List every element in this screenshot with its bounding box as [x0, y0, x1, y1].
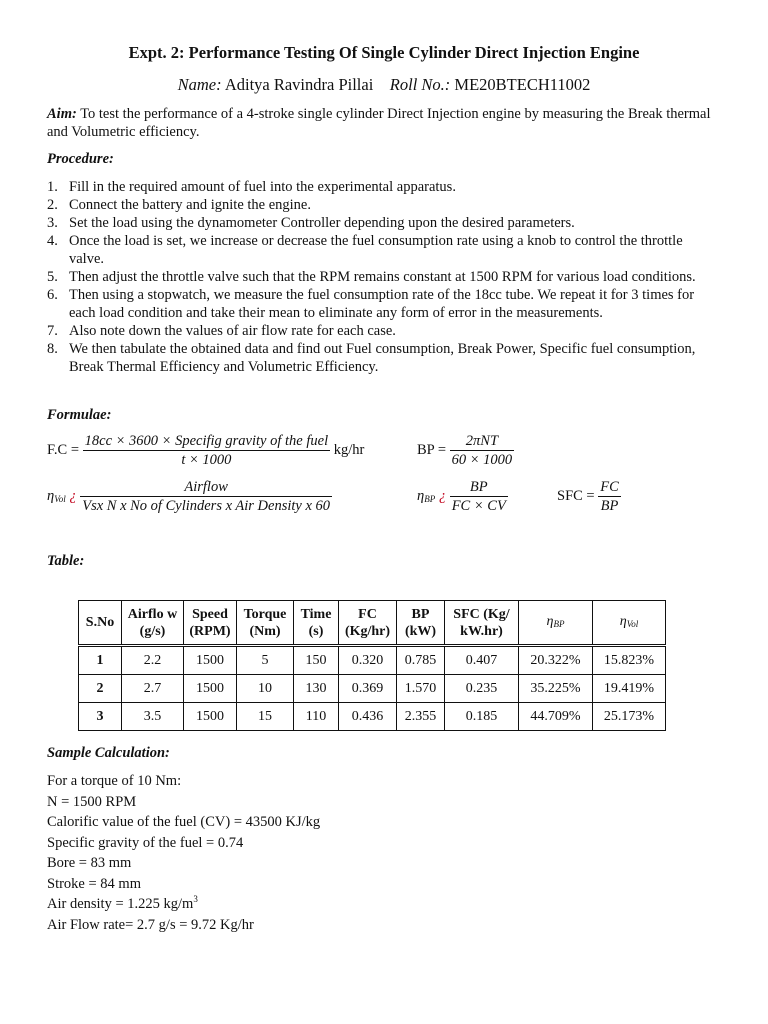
bte-fraction: [450, 479, 508, 514]
col-time: Time (s): [294, 601, 339, 646]
procedure-step-text: Connect the battery and ignite the engine.: [69, 197, 311, 213]
cell-sno: 2: [79, 675, 122, 703]
cell-airflow: 2.2: [122, 646, 184, 675]
calc-line: N = 1500 RPM: [47, 793, 137, 810]
procedure-list: [47, 178, 717, 376]
cell-torque: 5: [237, 646, 294, 675]
fc-fraction: [83, 433, 330, 468]
procedure-step-text: Set the load using the dynamometer Controller depending upon the desired parameters.: [69, 215, 575, 231]
cell-eta-bp: 44.709%: [519, 703, 593, 731]
col-fc: FC (Kg/hr): [339, 601, 397, 646]
calc-line: Calorific value of the fuel (CV) = 43500 KJ/kg: [47, 814, 321, 830]
col-speed: Speed (RPM): [184, 601, 237, 646]
table-header-row: [79, 601, 666, 646]
roll-label: Roll No.:: [389, 75, 451, 94]
sfc-lhs: SFC =: [557, 487, 595, 504]
equals-glyph: ¿: [69, 487, 77, 504]
procedure-step: 8. We then tabulate the obtained data and find out Fuel consumption, Break Power, Specific fuel consumption, Break Thermal Efficiency and Volumetric Efficiency.: [47, 341, 696, 375]
vol-eff-numerator: Airflow: [80, 479, 332, 497]
cell-fc: 0.320: [339, 646, 397, 675]
table-row: [79, 675, 666, 703]
results-table: [78, 600, 666, 731]
sfc-fraction: [598, 479, 621, 514]
cell-speed: 1500: [184, 675, 237, 703]
col-airflow: Airflo w (g/s): [122, 601, 184, 646]
bte-denominator: FC × CV: [451, 498, 506, 514]
procedure-step-text: Also note down the values of air flow rate for each case.: [69, 323, 396, 339]
procedure-heading: Procedure:: [47, 151, 114, 167]
col-bp: BP (kW): [397, 601, 445, 646]
cell-torque: 15: [237, 703, 294, 731]
bp-formula: [417, 433, 514, 468]
sfc-formula: [557, 479, 621, 514]
procedure-step-text: We then tabulate the obtained data and find out Fuel consumption, Break Power, Specific fuel consumption, Break Thermal Efficiency and Volumetric Efficiency.: [69, 341, 696, 375]
eta-subscript: BP: [553, 618, 565, 629]
procedure-step: 2. Connect the battery and ignite the engine.: [47, 197, 311, 213]
cell-airflow: 2.7: [122, 675, 184, 703]
fc-lhs: F.C =: [47, 441, 80, 458]
cell-sno: 3: [79, 703, 122, 731]
cell-airflow: 3.5: [122, 703, 184, 731]
equals-glyph: ¿: [438, 487, 447, 504]
eta-subscript: Vol: [626, 618, 639, 629]
cell-sfc: 0.407: [445, 646, 519, 675]
cell-eta-vol: 15.823%: [593, 646, 666, 675]
calc-line: For a torque of 10 Nm:: [47, 773, 182, 789]
cell-torque: 10: [237, 675, 294, 703]
procedure-step-text: Once the load is set, we increase or decrease the fuel consumption rate using a knob to control the throttle valve.: [69, 233, 683, 267]
fc-unit: kg/hr: [333, 441, 365, 458]
eta-symbol: η: [47, 487, 55, 504]
fc-denominator: t × 1000: [181, 452, 232, 468]
eta-subscript: BP: [424, 493, 436, 504]
bp-lhs: BP =: [417, 441, 446, 458]
cell-eta-bp: 20.322%: [519, 646, 593, 675]
fc-numerator: 18cc × 3600 × Specifig gravity of the fuel: [84, 433, 329, 449]
col-sno: S.No: [79, 601, 122, 646]
calc-line-air-density: [47, 894, 320, 915]
cell-bp: 1.570: [397, 675, 445, 703]
cubed-superscript: 3: [193, 894, 198, 905]
vol-eff-formula: [47, 479, 332, 514]
formulae-heading: Formulae:: [47, 407, 112, 423]
student-line: [0, 75, 768, 95]
calc-line: Bore = 83 mm: [47, 855, 132, 871]
roll-number: ME20BTECH11002: [454, 75, 591, 94]
procedure-step: 7. Also note down the values of air flow rate for each case.: [47, 323, 396, 339]
cell-eta-vol: 19.419%: [593, 675, 666, 703]
bte-numerator: BP: [450, 479, 508, 497]
col-sfc: SFC (Kg/ kW.hr): [445, 601, 519, 646]
cell-sfc: 0.235: [445, 675, 519, 703]
procedure-step: 4. Once the load is set, we increase or decrease the fuel consumption rate using a knob to control the throttle valve.: [47, 233, 683, 267]
cell-eta-vol: 25.173%: [593, 703, 666, 731]
procedure-step: 6. Then using a stopwatch, we measure the fuel consumption rate of the 18cc tube. We repeat it for 3 times for each load condition and take their mean to eliminate any form of error in the measurements.: [47, 287, 695, 321]
name-label: Name:: [177, 75, 222, 94]
procedure-step: 5. Then adjust the throttle valve such that the RPM remains constant at 1500 RPM for various load conditions.: [47, 269, 696, 285]
calc-line: Stroke = 84 mm: [47, 875, 141, 892]
sample-calc-heading: Sample Calculation:: [47, 745, 170, 761]
aim-text: To test the performance of a 4-stroke single cylinder Direct Injection engine by measuring the Break thermal and Volumetric efficiency.: [47, 106, 711, 140]
cell-speed: 1500: [184, 646, 237, 675]
sfc-numerator: FC: [600, 479, 619, 495]
eta-symbol: η: [546, 613, 554, 629]
eta-symbol: η: [417, 487, 425, 504]
bp-numerator: 2πNT: [450, 433, 515, 451]
document-title: Expt. 2: Performance Testing Of Single Cylinder Direct Injection Engine: [128, 43, 640, 62]
vol-eff-denominator: Vsx N x No of Cylinders x Air Density x 60: [82, 498, 331, 514]
air-density-text: Air density = 1.225 kg/m: [47, 896, 194, 912]
vol-eff-fraction: [80, 479, 332, 514]
procedure-step: 1. Fill in the required amount of fuel into the experimental apparatus.: [47, 179, 456, 195]
bp-denominator: 60 × 1000: [451, 452, 513, 468]
table-row: [79, 646, 666, 675]
fc-formula: [47, 433, 364, 468]
cell-time: 130: [294, 675, 339, 703]
calc-line: Specific gravity of the fuel = 0.74: [47, 834, 244, 851]
cell-time: 150: [294, 646, 339, 675]
aim-paragraph: [47, 105, 717, 141]
cell-fc: 0.436: [339, 703, 397, 731]
cell-sfc: 0.185: [445, 703, 519, 731]
col-eta-bp: [519, 601, 593, 646]
procedure-step-text: Then adjust the throttle valve such that the RPM remains constant at 1500 RPM for various load conditions.: [69, 269, 696, 285]
sfc-denominator: BP: [600, 498, 619, 514]
bp-fraction: [450, 433, 515, 468]
col-eta-vol: [593, 601, 666, 646]
cell-bp: 2.355: [397, 703, 445, 731]
cell-eta-bp: 35.225%: [519, 675, 593, 703]
calc-line: Air Flow rate= 2.7 g/s = 9.72 Kg/hr: [47, 916, 254, 933]
table-row: [79, 703, 666, 731]
table-heading: Table:: [47, 553, 85, 569]
bte-formula: [417, 479, 508, 514]
eta-subscript: Vol: [54, 493, 66, 504]
procedure-step-text: Then using a stopwatch, we measure the fuel consumption rate of the 18cc tube. We repeat it for 3 times for each load condition and take their mean to eliminate any form of error in the measurements.: [69, 287, 695, 321]
cell-bp: 0.785: [397, 646, 445, 675]
aim-label: Aim:: [47, 106, 77, 122]
student-name: Aditya Ravindra Pillai: [224, 75, 374, 94]
sample-calc-body: [47, 771, 320, 935]
cell-speed: 1500: [184, 703, 237, 731]
procedure-step-text: Fill in the required amount of fuel into the experimental apparatus.: [69, 179, 456, 195]
col-torque: Torque (Nm): [237, 601, 294, 646]
cell-fc: 0.369: [339, 675, 397, 703]
eta-symbol: η: [619, 613, 627, 629]
procedure-step: 3. Set the load using the dynamometer Controller depending upon the desired parameters.: [47, 215, 575, 231]
cell-time: 110: [294, 703, 339, 731]
cell-sno: 1: [79, 646, 122, 675]
